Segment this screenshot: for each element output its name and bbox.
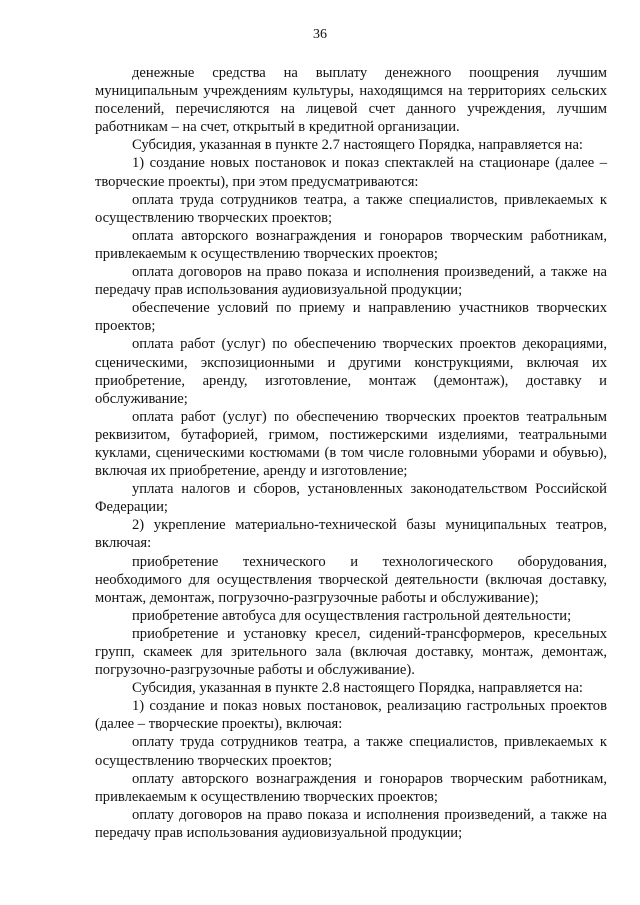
paragraph: уплата налогов и сборов, установленных законодательством Российской Федерации; xyxy=(95,481,607,516)
paragraph: оплата авторского вознаграждения и гонораров творческим работникам, привлекаемым к осуществлению творческих проектов; xyxy=(95,227,607,262)
paragraph: 1) создание и показ новых постановок, реализацию гастрольных проектов (далее – творческие проекты), включая: xyxy=(95,698,607,733)
paragraph: оплату договоров на право показа и исполнения произведений, а также на передачу прав использования аудиовизуальной продукции; xyxy=(95,806,607,841)
paragraph: оплата работ (услуг) по обеспечению творческих проектов декорациями, сценическими, экспозиционными и другими конструкциями, включая их приобретение, аренду, изготовление, монтаж (демонтаж), доставку и обслуживание; xyxy=(95,336,607,407)
paragraph: 1) создание новых постановок и показ спектаклей на стационаре (далее – творческие проекты), при этом предусматриваются: xyxy=(95,155,607,190)
body-text xyxy=(95,64,607,842)
paragraph: оплата работ (услуг) по обеспечению творческих проектов театральным реквизитом, бутафорией, гримом, постижерскими изделиями, театральными куклами, сценическими костюмами (в том числе головными уборами и обувью), включая их приобретение, аренду и изготовление; xyxy=(95,408,607,480)
paragraph: оплату труда сотрудников театра, а также специалистов, привлекаемых к осуществлению творческих проектов; xyxy=(95,734,607,769)
page-number: 36 xyxy=(313,27,327,42)
paragraph: 2) укрепление материально-технической базы муниципальных театров, включая: xyxy=(95,517,607,552)
paragraph: обеспечение условий по приему и направлению участников творческих проектов; xyxy=(95,300,607,335)
paragraph: приобретение технического и технологического оборудования, необходимого для осуществления творческой деятельности (включая доставку, монтаж, демонтаж, погрузочно-разгрузочные работы и обслуживание); xyxy=(95,553,607,606)
paragraph: Субсидия, указанная в пункте 2.7 настоящего Порядка, направляется на: xyxy=(132,137,583,154)
paragraph: Субсидия, указанная в пункте 2.8 настоящего Порядка, направляется на: xyxy=(132,680,583,697)
paragraph: приобретение и установку кресел, сидений-трансформеров, кресельных групп, скамеек для зрительного зала (включая доставку, монтаж, демонтаж, погрузочно-разгрузочные работы и обслуживание). xyxy=(95,625,607,679)
paragraph: оплата труда сотрудников театра, а также специалистов, привлекаемых к осуществлению творческих проектов; xyxy=(95,191,607,226)
paragraph: денежные средства на выплату денежного поощрения лучшим муниципальным учреждениям культуры, находящимся на территориях сельских поселений, перечисляются на лицевой счет данного учреждения, лучшим работникам – на счет, открытый в кредитной организации. xyxy=(95,65,607,136)
paragraph: приобретение автобуса для осуществления гастрольной деятельности; xyxy=(132,607,572,624)
paragraph: оплату авторского вознаграждения и гонораров творческим работникам, привлекаемым к осуществлению творческих проектов; xyxy=(95,770,607,805)
paragraph: оплата договоров на право показа и исполнения произведений, а также на передачу прав использования аудиовизуальной продукции; xyxy=(95,264,607,299)
